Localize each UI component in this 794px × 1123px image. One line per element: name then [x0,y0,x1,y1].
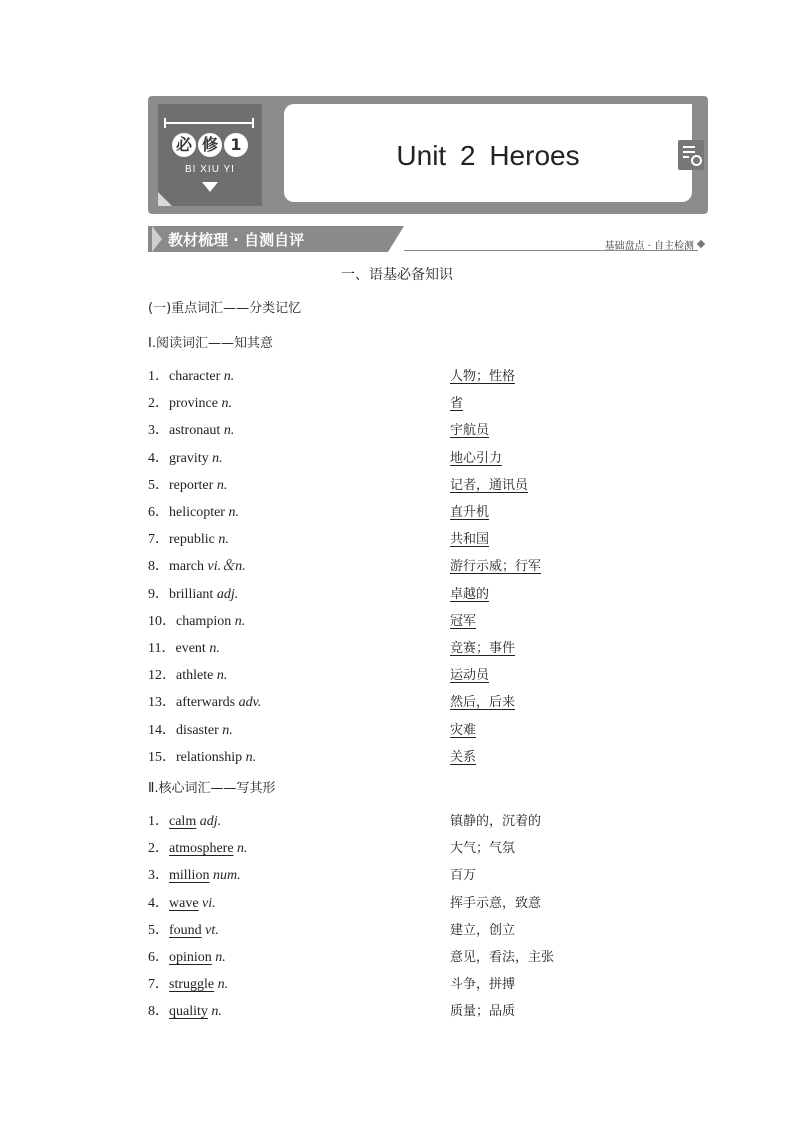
vocab-term [148,1000,222,1020]
vocab-item [148,419,608,439]
english-word: athlete [176,668,214,684]
vocab-term [148,637,220,657]
part-of-speech: n. [216,477,228,493]
vocab-term [148,810,221,830]
vocab-item [148,746,608,766]
vocab-item [148,474,608,494]
vocab-term [148,919,219,939]
english-word: disaster [176,722,219,738]
item-number: 10． [148,613,176,629]
part-of-speech: adj. [216,586,239,602]
chinese-meaning: 挥手示意，致意 [450,895,542,911]
badge-frame-right [252,118,254,128]
badge-frame [164,122,254,124]
diamond-icon [697,240,705,248]
vocab-term [148,474,227,494]
part-of-speech: n. [223,423,235,439]
section-subtitle: 基础盘点 · 自主检测 [604,241,694,252]
chinese-meaning: 质量；品质 [450,1004,516,1020]
part-of-speech: n. [245,749,257,765]
part-of-speech: num. [212,868,241,884]
vocab-item [148,555,608,575]
main-heading: 一、语基必备知识 [341,267,453,283]
vocab-term [148,864,241,884]
chinese-meaning: 百万 [450,868,477,884]
chinese-meaning: 人物；性格 [450,369,516,384]
vocab-item [148,810,608,830]
vocab-item [148,892,608,912]
vocab-term [148,892,216,912]
compulsory-badge [158,104,262,206]
item-number: 15． [148,749,176,765]
item-number: 4． [148,450,169,466]
vocab-item [148,528,608,548]
english-word: afterwards [176,695,236,711]
vocab-term [148,555,246,575]
part-of-speech: n. [237,841,248,857]
item-number: 14． [148,722,176,738]
vocab-term [148,528,229,548]
english-word: million [169,868,210,884]
chinese-meaning: 卓越的 [450,586,490,602]
chinese-meaning: 冠军 [450,613,477,629]
vocab-item [148,919,608,939]
chinese-meaning: 斗争，拼搏 [450,977,516,993]
vocab-term [148,501,239,521]
vocab-term [148,610,245,630]
badge-char: 修 [198,133,222,157]
english-word: republic [169,532,215,548]
item-number: 13． [148,695,176,711]
section-bar [148,226,708,252]
unit-title: Unit 2 Heroes [396,140,580,171]
chinese-meaning: 大气；气氛 [450,841,516,857]
chinese-meaning: 意见，看法，主张 [450,950,555,965]
chinese-meaning: 直升机 [450,505,490,520]
page-fold-icon [158,192,172,206]
part-of-speech: n. [222,722,233,738]
item-number: 4． [148,895,169,911]
title-panel [284,104,692,202]
badge-pinyin: BI XIU YI [185,164,235,175]
part-of-speech: vi.＆n. [207,559,246,575]
item-number: 2． [148,841,169,857]
part-of-speech: n. [221,396,232,412]
english-word: champion [176,613,232,629]
english-word: atmosphere [169,841,234,857]
item-number: 8． [148,559,169,575]
vocab-term [148,447,223,467]
chinese-meaning: 记者，通讯员 [450,477,529,493]
english-word: relationship [176,749,243,765]
item-number: 6． [148,950,169,965]
item-number: 11． [148,641,176,656]
part-of-speech: n. [218,532,229,548]
english-word: wave [169,895,199,911]
vocab-item [148,1000,608,1020]
vocab-term [148,746,256,766]
part-of-speech: n. [215,950,226,965]
part-of-speech: adv. [238,695,262,711]
item-number: 7． [148,532,169,548]
vocab-term [148,664,227,684]
english-word: gravity [169,450,209,466]
item-number: 1． [148,814,169,829]
vocab-term [148,392,232,412]
part-of-speech: adj. [199,814,222,829]
chinese-meaning: 灾难 [450,722,477,738]
english-word: found [169,922,202,938]
english-word: helicopter [169,505,225,520]
vocab-item [148,864,608,884]
vocab-item [148,719,608,739]
item-number: 7． [148,977,169,993]
badge-chars [158,133,262,157]
chinese-meaning: 地心引力 [450,450,503,466]
part-of-speech: vi. [202,895,216,911]
vocab-term [148,946,226,966]
part-of-speech: n. [209,641,220,656]
english-word: event [175,641,206,656]
part-of-speech: n. [212,450,223,466]
section-label: 教材梳理 · 自测自评 [168,231,305,249]
english-word: reporter [169,477,214,493]
english-word: astronaut [169,423,221,439]
chinese-meaning: 宇航员 [450,423,490,439]
vocab-item [148,691,608,711]
section-tab [148,226,388,252]
vocab-term [148,837,248,857]
vocab-item [148,365,608,385]
english-word: character [169,369,221,384]
chinese-meaning: 共和国 [450,532,490,548]
english-word: brilliant [169,586,214,602]
item-number: 5． [148,922,169,938]
part-of-speech: n. [223,369,235,384]
vocab-item [148,447,608,467]
vocab-term [148,365,234,385]
item-number: 5． [148,477,169,493]
item-number: 3． [148,423,169,439]
vocab-item [148,392,608,412]
chinese-meaning: 镇静的，沉着的 [450,814,542,829]
vocab-item [148,610,608,630]
chinese-meaning: 然后，后来 [450,695,516,711]
chinese-meaning: 游行示威；行军 [450,559,542,575]
english-word: quality [169,1004,208,1020]
part-of-speech: n. [216,668,228,684]
chinese-meaning: 关系 [450,749,477,765]
vocab-term [148,419,234,439]
vocab-term [148,583,238,603]
vocab-term [148,691,261,711]
vocab-item [148,664,608,684]
vocab-item [148,637,608,657]
part-of-speech: n. [234,613,246,629]
badge-char: 必 [172,133,196,157]
item-number: 6． [148,505,169,520]
triangle-down-icon [202,182,218,192]
english-word: calm [169,814,197,829]
subsection-heading: (一)重点词汇——分类记忆 [148,301,302,316]
chevron-right-icon [152,226,162,252]
vocab-item [148,501,608,521]
item-number: 3． [148,868,169,884]
item-number: 8． [148,1004,169,1020]
badge-char: 1 [224,133,248,157]
item-number: 2． [148,396,169,412]
english-word: march [169,559,204,575]
unit-banner [148,96,708,214]
part-of-speech: vt. [205,922,219,938]
chinese-meaning: 竞赛；事件 [450,641,516,656]
vocab-item [148,946,608,966]
vocab-item [148,583,608,603]
part-of-speech: n. [228,505,239,520]
part-of-speech: n. [211,1004,222,1020]
english-word: opinion [169,950,212,965]
vocab-item [148,837,608,857]
english-word: province [169,396,218,412]
chinese-meaning: 运动员 [450,668,490,684]
item-number: 12． [148,668,176,684]
chinese-meaning: 建立，创立 [450,922,516,938]
part-of-speech: n. [217,977,229,993]
item-number: 9． [148,586,169,602]
chinese-meaning: 省 [450,396,464,412]
part-2-heading: Ⅱ.核心词汇——写其形 [148,781,276,796]
vocab-term [148,719,233,739]
book-search-icon [678,140,704,170]
vocab-term [148,973,228,993]
english-word: struggle [169,977,215,993]
item-number: 1． [148,369,169,384]
part-1-heading: Ⅰ.阅读词汇——知其意 [148,336,273,351]
vocab-item [148,973,608,993]
